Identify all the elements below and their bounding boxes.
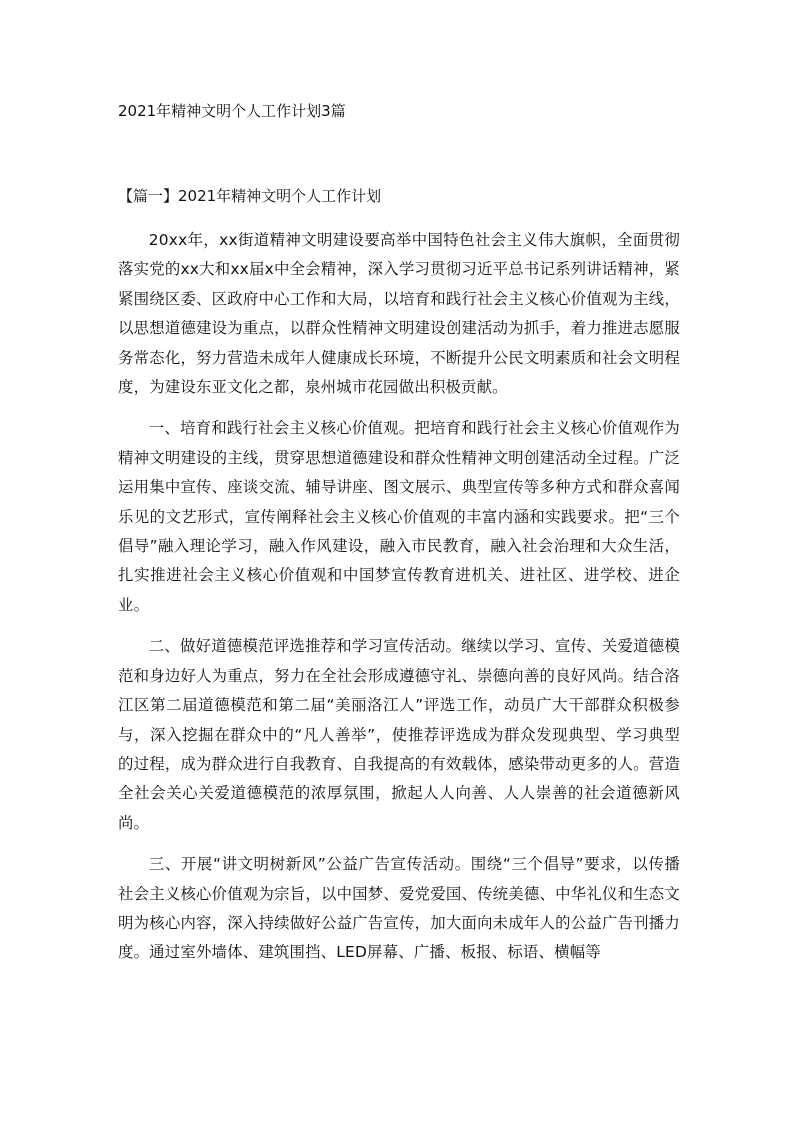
section-heading: 【篇一】2021年精神文明个人工作计划 — [118, 187, 382, 205]
paragraph-moral-models: 二、做好道德模范评选推荐和学习宣传活动。继续以学习、宣传、关爱道德模范和身边好人为重点，努力在全社会形成遵德守礼、崇德向善的良好风尚。结合洛江区第二届道德模范和第二届“美丽洛江人”评选工作，动员广大干部群众积极参与，深入挖掘在群众中的“凡人善举”，使推荐评选成为群众发现典型、学习典型的过程，成为群众进行自我教育、自我提高的有效载体，感染带动更多的人。营造全社会关心关爱道德模范的浓厚氛围，掀起人人向善、人人崇善的社会道德新风尚。 — [118, 637, 680, 832]
paragraph-intro: 20xx年，xx街道精神文明建设要高举中国特色社会主义伟大旗帜，全面贯彻落实党的xx大和xx届x中全会精神，深入学习贯彻习近平总书记系列讲话精神，紧紧围绕区委、区政府中心工作和大局，以培育和践行社会主义核心价值观为主线，以思想道德建设为重点，以群众性精神文明建设创建活动为抓手，着力推进志愿服务常态化，努力营造未成年人健康成长环境，不断提升公民文明素质和社会文明程度，为建设东亚文化之都，泉州城市花园做出积极贡献。 — [118, 231, 680, 397]
paragraph-core-values: 一、培育和践行社会主义核心价值观。把培育和践行社会主义核心价值观作为精神文明建设的主线，贯穿思想道德建设和群众性精神文明创建活动全过程。广泛运用集中宣传、座谈交流、辅导讲座、图文展示、典型宣传等多种方式和群众喜闻乐见的文艺形式，宣传阐释社会主义核心价值观的丰富内涵和实践要求。把“三个倡导”融入理论学习，融入作风建设，融入市民教育，融入社会治理和大众生活，扎实推进社会主义核心价值观和中国梦宣传教育进机关、进社区、进学校、进企业。 — [118, 419, 680, 614]
paragraph-public-ads: 三、开展“讲文明树新风”公益广告宣传活动。围绕“三个倡导”要求，以传播社会主义核心价值观为宗旨，以中国梦、爱党爱国、传统美德、中华礼仪和生态文明为核心内容，深入持续做好公益广告宣传，加大面向未成年人的公益广告刊播力度。通过室外墙体、建筑围挡、LED屏幕、广播、板报、标语、横幅等 — [118, 855, 680, 962]
document-title: 2021年精神文明个人工作计划3篇 — [118, 102, 346, 120]
document-body — [118, 226, 680, 968]
